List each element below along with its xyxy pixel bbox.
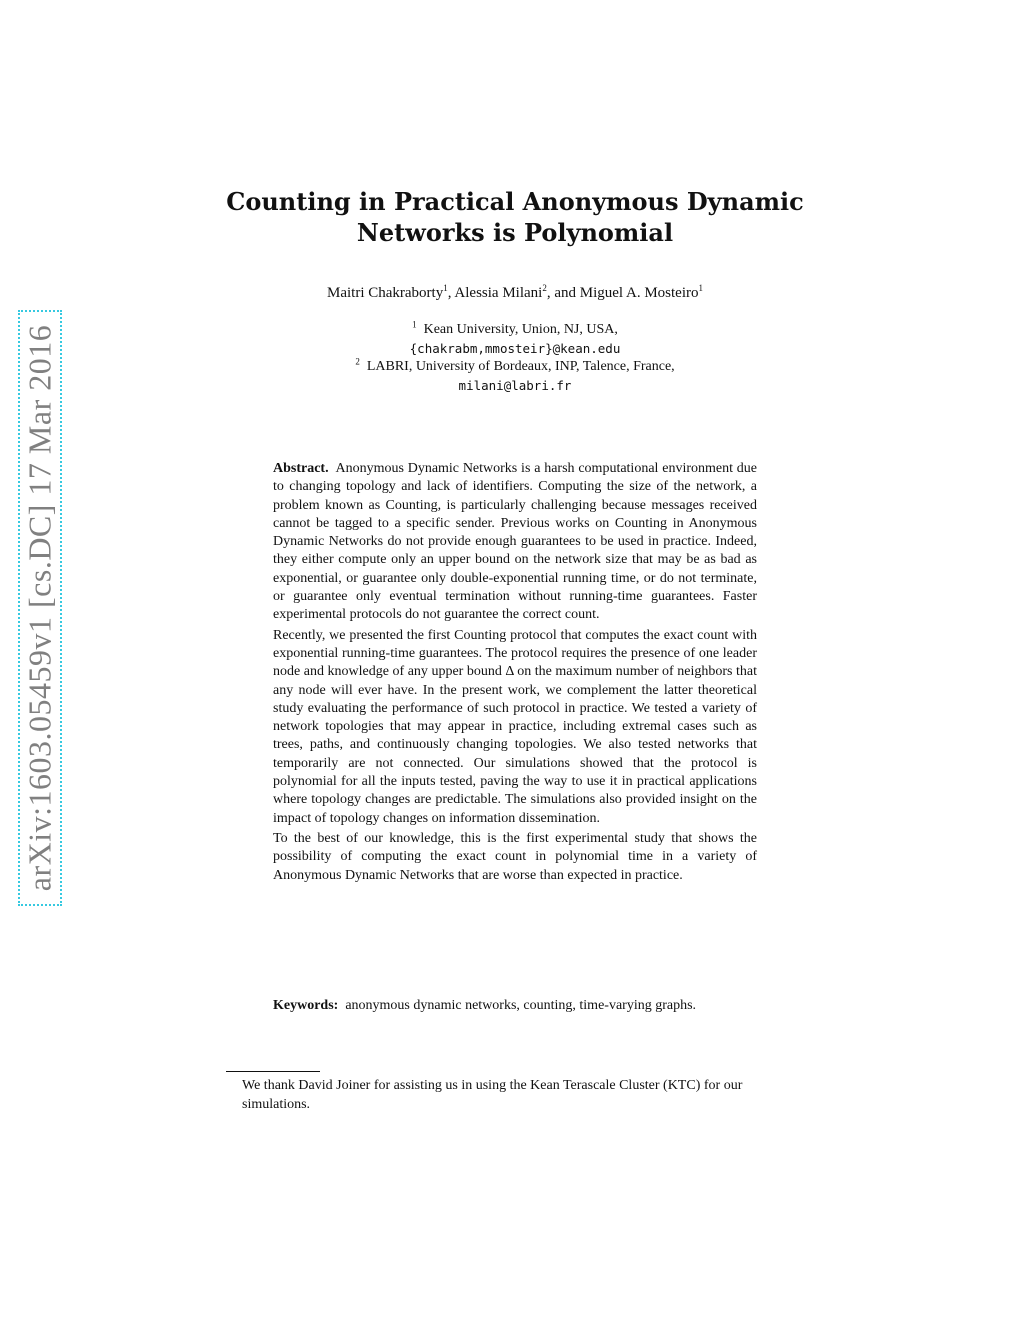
affil-email: {chakrabm,mmosteir}@kean.edu (409, 340, 621, 356)
author-separator: , (447, 285, 455, 301)
arxiv-id: arXiv:1603.05459v1 [cs.DC] 17 Mar 2016 (21, 324, 58, 892)
footnote: We thank David Joiner for assisting us in using the Kean Terascale Cluster (KTC) for our simulations. (242, 1078, 743, 1112)
affil-mark: 1 (412, 319, 417, 330)
author-affil-mark: 1 (443, 283, 448, 293)
author-name: Alessia Milani (454, 285, 543, 301)
footnote-rule (226, 1071, 320, 1072)
paper-title (200, 186, 830, 248)
affiliations (200, 321, 830, 395)
abstract-paragraph-1 (273, 460, 757, 625)
arxiv-stamp (18, 310, 62, 906)
affil-text: Kean University, Union, NJ, USA, (423, 322, 618, 337)
abstract-text: Anonymous Dynamic Networks is a harsh computational environment due to changing topology and lack of identifiers. Computing the size of the network, a problem known as Counting, is particularly challenging because messages received cannot be tagged to a specific sender. Previous works on Counting in Anonymous Dynamic Networks do not provide enough guarantees to be used in practice. Indeed, they either compute only an upper bound on the network size that may be as bad as exponential, or guarantee only double-exponential running time, or do not terminate, or guarantee only eventual termination without running-time guarantees. Faster experimental protocols do not guarantee the correct count. (273, 461, 758, 623)
abstract-label: Abstract. (273, 461, 329, 476)
keywords-label: Keywords: (273, 998, 339, 1013)
affil-text: LABRI, University of Bordeaux, INP, Talence, France, (366, 359, 675, 374)
author-name: Miguel A. Mosteiro (579, 285, 699, 301)
affil-mark: 2 (355, 356, 360, 367)
title-line-2: Networks is Polynomial (356, 218, 674, 247)
author-affil-mark: 1 (698, 283, 703, 293)
author-affil-mark: 2 (542, 283, 547, 293)
affil-email: milani@labri.fr (458, 377, 572, 393)
author-list (200, 285, 830, 302)
abstract-paragraph-2: Recently, we presented the first Counting protocol that computes the exact count with exponential running-time guarantees. The protocol requires the presence of one leader node and knowledge of any upper bound Δ on the maximum number of neighbors that any node will ever have. In the present work, we complement the latter theoretical study evaluating the performance of such protocol in practice. We tested a variety of network topologies that may appear in practice, including extremal cases such as trees, paths, and continuously changing topologies. We also tested networks that temporarily are not connected. Our simulations showed that the protocol is polynomial for all the inputs tested, paving the way to use it in practical applications where topology changes are predictable. The simulations also provided insight on the impact of topology changes on information dissemination. (273, 627, 757, 826)
abstract (273, 460, 757, 887)
keywords (273, 998, 793, 1014)
abstract-paragraph-3: To the best of our knowledge, this is the first experimental study that shows the possibility of computing the exact count in polynomial time in a variety of Anonymous Dynamic Networks that are worse than expected in practice. (273, 830, 757, 883)
affiliation-1 (200, 321, 830, 340)
keywords-text: anonymous dynamic networks, counting, time-varying graphs. (345, 998, 697, 1013)
author-separator: , and (546, 285, 580, 301)
author-name: Maitri Chakraborty (327, 285, 444, 301)
title-line-1: Counting in Practical Anonymous Dynamic (226, 187, 804, 216)
affiliation-2 (200, 358, 830, 377)
